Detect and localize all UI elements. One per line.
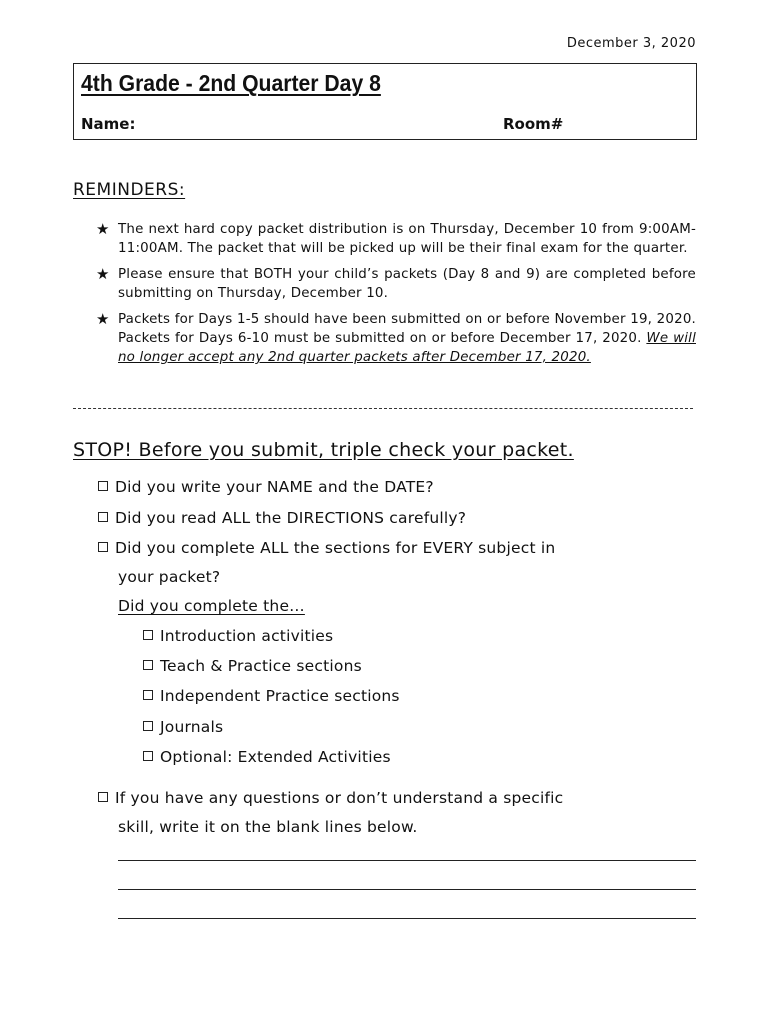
checklist-item-directions bbox=[98, 509, 466, 527]
star-icon: ★ bbox=[96, 310, 110, 328]
checklist-heading: STOP! Before you submit, triple check your packet. bbox=[73, 439, 574, 461]
dashed-separator bbox=[73, 408, 693, 409]
sub-checklist-label: Optional: Extended Activities bbox=[160, 748, 391, 766]
reminder-text: Packets for Days 1-5 should have been submitted on or before November 19, 2020. Packets for Days 6-10 must be submitted on or before December 17, 2020. bbox=[118, 312, 696, 346]
checkbox-icon bbox=[143, 751, 153, 761]
star-icon: ★ bbox=[96, 265, 110, 283]
sub-checklist-item bbox=[143, 627, 333, 645]
checklist-item-name-date bbox=[98, 478, 434, 496]
checkbox-icon bbox=[98, 542, 108, 552]
checkbox-icon bbox=[143, 660, 153, 670]
sub-checklist-item bbox=[143, 657, 362, 675]
header-box bbox=[73, 63, 697, 140]
checkbox-icon bbox=[143, 630, 153, 640]
checklist-item-continuation: skill, write it on the blank lines below. bbox=[118, 818, 418, 836]
date: December 3, 2020 bbox=[566, 36, 696, 51]
checklist-item-continuation: your packet? bbox=[118, 568, 221, 586]
reminder-item bbox=[96, 310, 696, 367]
checkbox-icon bbox=[98, 792, 108, 802]
blank-answer-line bbox=[118, 889, 696, 890]
checklist-item-label: Did you read ALL the DIRECTIONS carefully? bbox=[115, 509, 467, 527]
name-label: Name: bbox=[81, 115, 136, 133]
checkbox-icon bbox=[143, 690, 153, 700]
checklist-item-questions bbox=[98, 789, 563, 807]
blank-answer-line bbox=[118, 860, 696, 861]
checklist-item-label: If you have any questions or don’t understand a specific bbox=[115, 789, 564, 807]
sub-checklist-label: Teach & Practice sections bbox=[160, 657, 362, 675]
checklist-item-label: Did you write your NAME and the DATE? bbox=[115, 478, 434, 496]
sub-checklist-label: Independent Practice sections bbox=[160, 687, 400, 705]
checkbox-icon bbox=[143, 721, 153, 731]
reminder-emphasis: We will no longer accept any 2nd quarter packets after December 17, 2020. bbox=[118, 331, 696, 365]
reminder-text: Please ensure that BOTH your child’s packets (Day 8 and 9) are completed before submitting on Thursday, December 10. bbox=[118, 267, 696, 301]
reminder-item bbox=[96, 265, 696, 303]
checklist-item-label: Did you complete ALL the sections for EVERY subject in bbox=[115, 539, 556, 557]
sub-checklist-item bbox=[143, 748, 391, 766]
checkbox-icon bbox=[98, 512, 108, 522]
sub-checklist-label: Introduction activities bbox=[160, 627, 334, 645]
blank-answer-line bbox=[118, 918, 696, 919]
reminder-text: The next hard copy packet distribution is on Thursday, December 10 from 9:00AM-11:00AM. The packet that will be picked up will be their final exam for the quarter. bbox=[118, 222, 696, 256]
reminders-heading: REMINDERS: bbox=[73, 180, 186, 200]
room-label: Room# bbox=[503, 115, 564, 133]
sub-checklist-heading: Did you complete the… bbox=[118, 597, 305, 615]
checkbox-icon bbox=[98, 481, 108, 491]
checklist-item-sections bbox=[98, 539, 555, 557]
sub-checklist-item bbox=[143, 687, 400, 705]
star-icon: ★ bbox=[96, 220, 110, 238]
sub-checklist-item bbox=[143, 718, 223, 736]
reminders-list bbox=[96, 220, 696, 374]
reminder-item bbox=[96, 220, 696, 258]
worksheet-title: 4th Grade - 2nd Quarter Day 8 bbox=[81, 70, 381, 96]
sub-checklist-label: Journals bbox=[160, 718, 224, 736]
